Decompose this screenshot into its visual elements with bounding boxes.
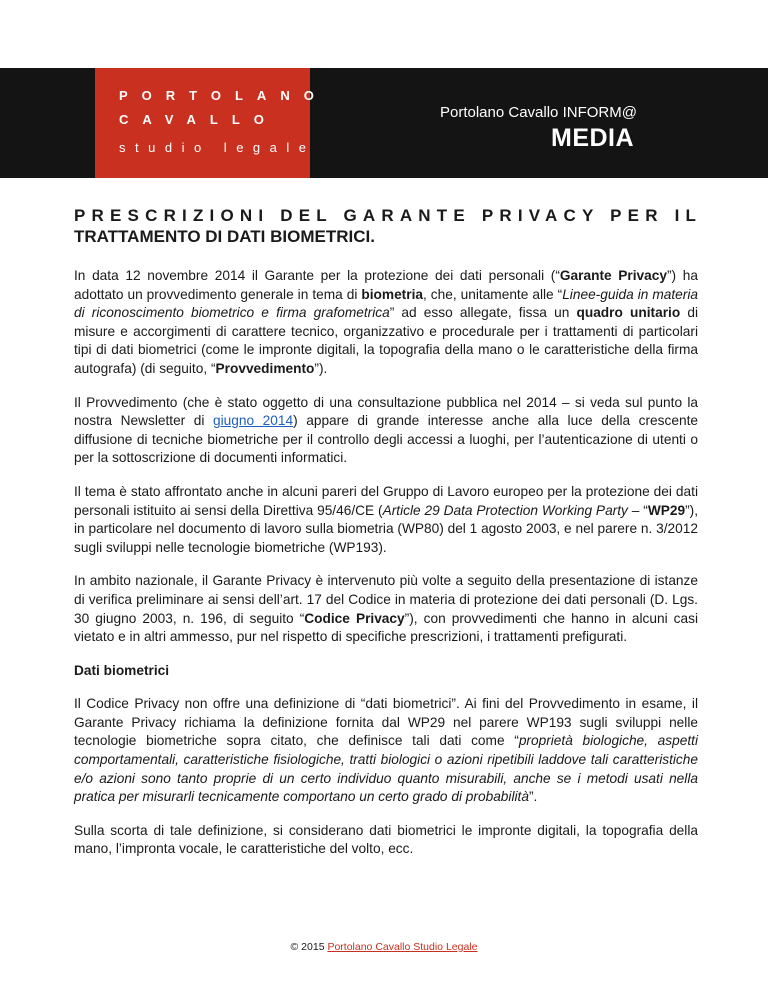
article-title (74, 205, 703, 247)
text: ”. (528, 789, 538, 805)
bold-term: biometria (361, 286, 423, 302)
paragraph-wp29 (74, 483, 698, 557)
portolano-cavallo-logo (95, 68, 328, 178)
text: – “ (627, 502, 648, 518)
text: ”). (314, 360, 328, 376)
italic-term: Article 29 Data Protection Working Party (382, 502, 628, 518)
bold-term: Provvedimento (215, 360, 315, 376)
text: Il Provvedimento (che è stato oggetto di una consultazione pubblica nel 2014 – si veda sul punto la nostra Newsletter di (74, 394, 698, 429)
section-heading-dati-biometrici: Dati biometrici (74, 662, 170, 678)
bold-term: Garante Privacy (559, 268, 667, 283)
paragraph-definition (74, 695, 698, 807)
logo-line-studio-legale: studio legale (119, 140, 316, 155)
text: ”), con provvedimenti che hanno in alcuni casi vietato e in altri ammesso, pur nel rispetto di specifiche prescrizioni, i trattamenti prefigurati. (74, 610, 699, 645)
newsletter-link[interactable]: giugno 2014 (213, 413, 294, 429)
text: ) appare di grande interesse anche alla luce della crescente diffusione di tecniche biometriche per il controllo degli accessi a luoghi, per l’autenticazione di utenti o per la sottoscrizione di documenti informatici. (74, 413, 699, 466)
text: , che, unitamente alle “ (422, 286, 563, 302)
copyright-text: © 2015 (290, 941, 328, 953)
footer-firm-link[interactable]: Portolano Cavallo Studio Legale (327, 941, 478, 953)
brand-media: MEDIA (551, 124, 635, 152)
paragraph-national (74, 572, 698, 646)
footer (0, 941, 768, 953)
paragraph-consultation (74, 394, 698, 468)
bold-term: Codice Privacy (304, 610, 405, 626)
paragraph-intro (74, 267, 698, 379)
italic-term: Linee-guida in materia di riconoscimento biometrico e firma grafometrica (74, 286, 698, 321)
text: Il tema è stato affrontato anche in alcuni pareri del Gruppo di Lavoro europeo per la protezione dei dati personali istituito ai sensi della Direttiva 95/46/CE ( (74, 483, 698, 518)
article-title-line2: TRATTAMENTO DI DATI BIOMETRICI. (74, 227, 375, 246)
italic-quote: proprietà biologiche, aspetti comportamentali, caratteristiche fisiologiche, tratti biologici o azioni ripetibili laddove tali caratteristiche e/o azioni sono tanto proprie di un certo individuo quanto misurabili, anche se i metodi usati nella pratica per misurarli tecnicamente comportano un certo grado di probabilità (74, 733, 698, 805)
brand-title: Portolano Cavallo INFORM@ (440, 104, 637, 121)
bold-term: quadro unitario (576, 305, 681, 321)
article-body (74, 205, 703, 874)
text: Il Codice Privacy non offre una definizione di “dati biometrici”. Ai fini del Provvedimento in esame, il Garante Privacy richiama la definizione fornita dal WP29 nel parere WP193 sugli sviluppi nelle tecnologie biometriche sopra citato, che definisce tali dati come “ (74, 696, 698, 749)
logo-line-portolano: PORTOLANO (119, 88, 328, 103)
text: In ambito nazionale, il Garante Privacy è intervenuto più volte a seguito della presentazione di istanze di verifica preliminare ai sensi dell’art. 17 del Codice in materia di protezione dei dati personali (D. Lgs. 30 giugno 2003, n. 196, di seguito “ (74, 573, 698, 626)
bold-term: WP29 (647, 502, 686, 518)
paragraph-examples: Sulla scorta di tale definizione, si considerano dati biometrici le impronte digitali, la topografia della mano, l’impronta vocale, le caratteristiche del volto, ecc. (74, 822, 698, 857)
text: In data 12 novembre 2014 il Garante per la protezione dei dati personali (“ (74, 268, 560, 283)
text: di misure e accorgimenti di carattere tecnico, organizzativo e procedurale per i trattamenti di particolari tipi di dati biometrici (come le impronte digitali, la topografia della mano o le caratteristiche della firma autografa) (di seguito, “ (74, 305, 699, 376)
logo-line-cavallo: CAVALLO (119, 112, 278, 127)
text: ”), in particolare nel documento di lavoro sulla biometria (WP80) del 1 agosto 2003, e nel parere n. 3/2012 sugli sviluppi nelle tecnologie biometriche (WP193). (74, 502, 699, 555)
text: ”) ha adottato un provvedimento generale in tema di (74, 268, 698, 302)
text: ” ad esso allegate, fissa un (389, 305, 577, 321)
article-title-line1: PRESCRIZIONI DEL GARANTE PRIVACY PER IL (74, 206, 703, 225)
